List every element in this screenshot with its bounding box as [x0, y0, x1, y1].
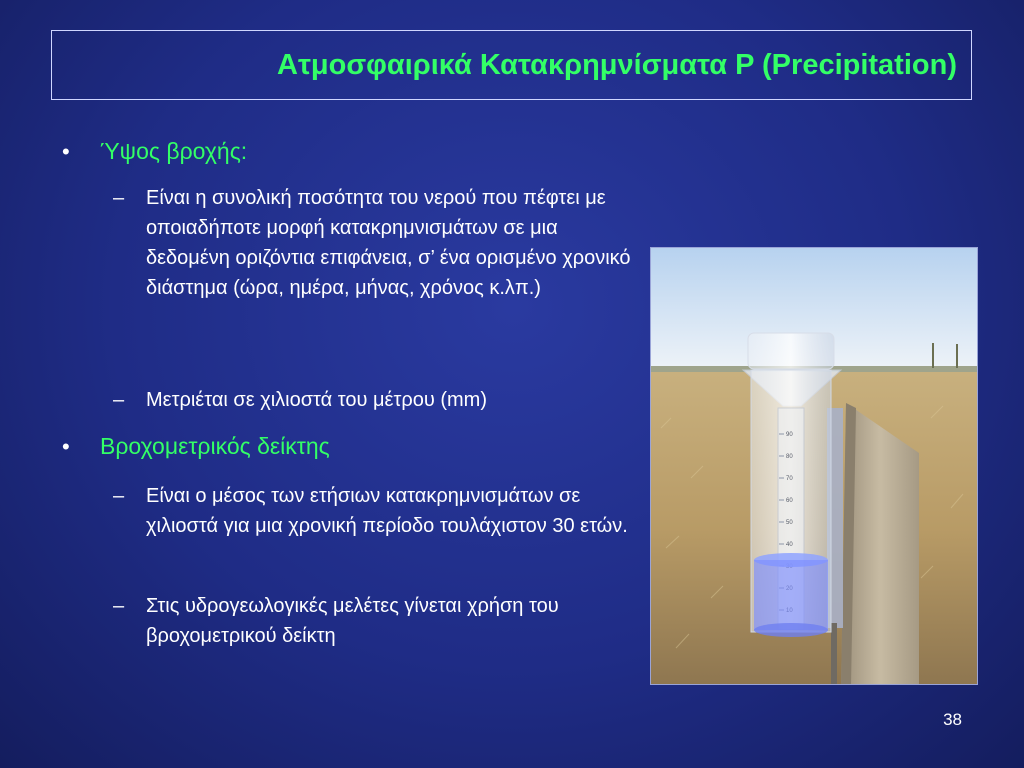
- bullet-rain-index: Βροχομετρικός δείκτης: [100, 433, 330, 459]
- bullet-marker: •: [62, 139, 70, 164]
- bullet-rain-height: Ύψος βροχής:: [100, 138, 248, 164]
- gauge-tick-label: 80: [786, 454, 793, 460]
- gauge-tick-label: 70: [786, 476, 793, 482]
- subbullet-index-definition: Είναι ο μέσος των ετήσιων κατακρημνισμάτων σε χιλιοστά για μια χρονική περίοδο τουλάχιστον 30 ετών.: [146, 485, 628, 537]
- dash-marker: –: [113, 187, 125, 209]
- subbullet-measurement: Μετριέται σε χιλιοστά του μέτρου (mm): [146, 389, 488, 411]
- rain-gauge-photo: [650, 247, 978, 685]
- gauge-tick-label: 50: [786, 520, 793, 526]
- gauge-tick-label: 60: [786, 498, 793, 504]
- gauge-tick-label: 90: [786, 432, 793, 438]
- gauge-tick-label: 40: [786, 542, 793, 548]
- subbullet-definition: Είναι η συνολική ποσότητα του νερού που πέφτει με οποιαδήποτε μορφή κατακρημνισμάτων σε μια δεδομένη οριζόντια επιφάνεια, σ’ ένα ορισμένο χρονικό διάστημα (ώρα, ημέρα, μήνας, χρόνος κ.λπ.): [146, 187, 631, 299]
- bullet-marker: •: [62, 434, 70, 459]
- page-number: 38: [943, 710, 962, 729]
- slide-title: Ατμοσφαιρικά Κατακρημνίσματα P (Precipitation): [277, 49, 957, 81]
- subbullet-index-usage: Στις υδρογεωλογικές μελέτες γίνεται χρήση του βροχομετρικού δείκτη: [146, 595, 559, 647]
- dash-marker: –: [113, 389, 125, 411]
- title-box: [51, 30, 972, 100]
- rain-gauge-illustration: [651, 248, 978, 685]
- dash-marker: –: [113, 485, 125, 507]
- dash-marker: –: [113, 595, 125, 617]
